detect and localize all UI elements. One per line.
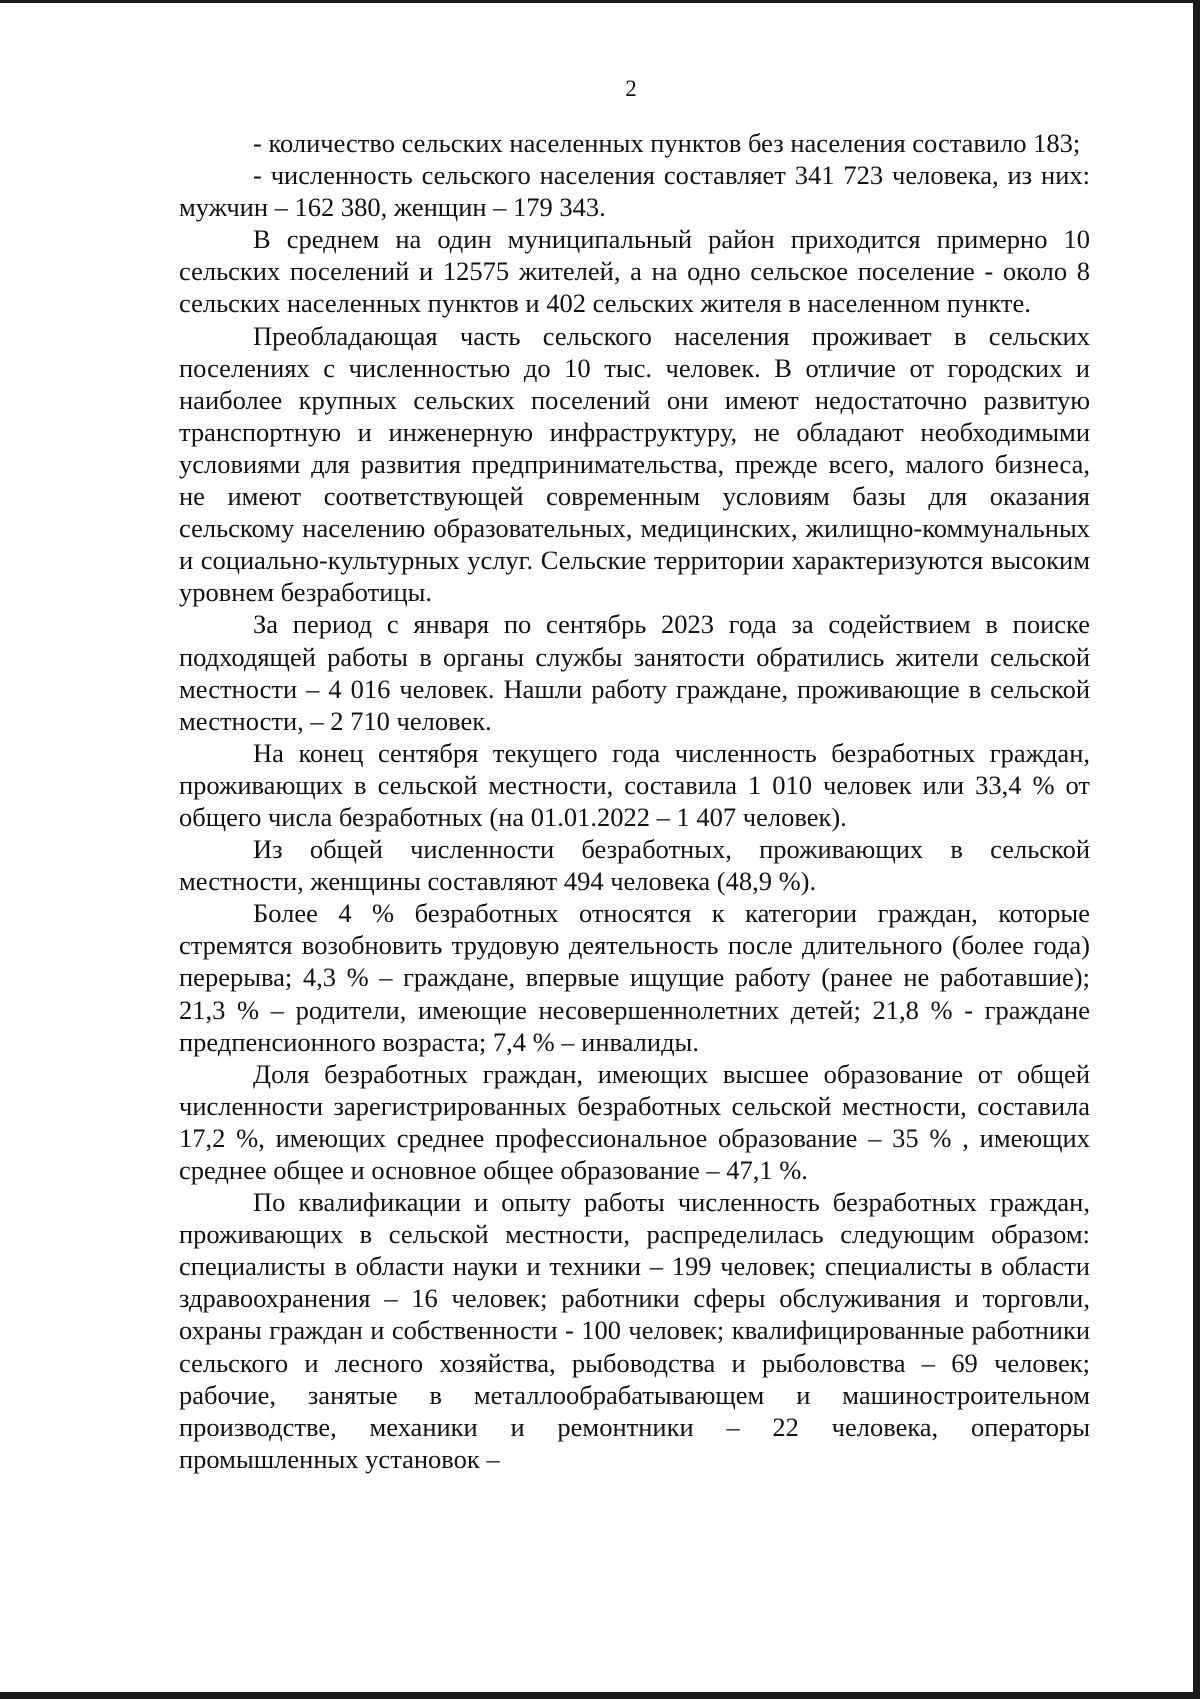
page-number: 2 [625,76,637,101]
paragraph-unemployed-count: На конец сентября текущего года численность безработных граждан, проживающих в сельской местности, составила 1 010 человек или 33,4 % от общего числа безработных (на 01.01.2022 – 1 407 человек). [179,737,1090,832]
paragraph-average-per-district: В среднем на один муниципальный район приходится примерно 10 сельских поселений и 12575 жителей, а на одно сельское поселение - около 8 сельских населенных пунктов и 402 сельских жителя в населенном пункте. [179,224,1090,319]
paragraph-qualifications: По квалификации и опыту работы численность безработных граждан, проживающих в сельской местности, распределилась следующим образом: специалисты в области науки и техники – 199 человек; специалисты в области здравоохранения – 16 человек; работники сферы обслуживания и торговли, охраны граждан и собственности - 100 человек; квалифицированные работники сельского и лесного хозяйства, рыбоводства и рыболовства – 69 человек; рабочие, занятые в металлообрабатывающем и машиностроительном производстве, механики и ремонтники – 22 человека, операторы промышленных установок – [179,1187,1090,1474]
page-edge-bottom [0,1692,1200,1699]
document-body [179,127,1090,1475]
paragraph-unemployed-women: Из общей численности безработных, проживающих в сельской местности, женщины составляют 494 человека (48,9 %). [179,834,1090,897]
paragraph-education-levels: Доля безработных граждан, имеющих высшее образование от общей численности зарегистрированных безработных сельской местности, составила 17,2 %, имеющих среднее профессиональное образование – 35 % , имеющих среднее общее и основное общее образование – 47,1 %. [179,1058,1090,1185]
paragraph-infrastructure: Преобладающая часть сельского населения проживает в сельских поселениях с численностью до 10 тыс. человек. В отличие от городских и наиболее крупных сельских поселений они имеют недостаточно развитую транспортную и инженерную инфраструктуру, не обладают необходимыми условиями для развития предпринимательства, прежде всего, малого бизнеса, не имеют соответствующей современным условиям базы для оказания сельскому населению образовательных, медицинских, жилищно-коммунальных и социально-культурных услуг. Сельские территории характеризуются высоким уровнем безработицы. [179,320,1090,608]
page-edge-right [1193,0,1200,1699]
page-edge-top [0,0,1200,3]
paragraph-rural-population: - численность сельского населения составляет 341 723 человека, из них: мужчин – 162 380, женщин – 179 343. [179,160,1090,223]
paragraph-employment-requests: За период с января по сентябрь 2023 года за содействием в поиске подходящей работы в органы службы занятости обратились жители сельской местности – 4 016 человек. Нашли работу граждане, проживающие в сельской местности, – 2 710 человек. [179,609,1090,736]
paragraph-empty-settlements: - количество сельских населенных пунктов без населения составило 183; [253,128,1081,158]
paragraph-unemployed-categories: Более 4 % безработных относятся к категории граждан, которые стремятся возобновить трудовую деятельность после длительного (более года) перерыва; 4,3 % – граждане, впервые ищущие работу (ранее не работавшие); 21,3 % – родители, имеющие несовершеннолетних детей; 21,8 % - граждане предпенсионного возраста; 7,4 % – инвалиды. [179,898,1090,1057]
